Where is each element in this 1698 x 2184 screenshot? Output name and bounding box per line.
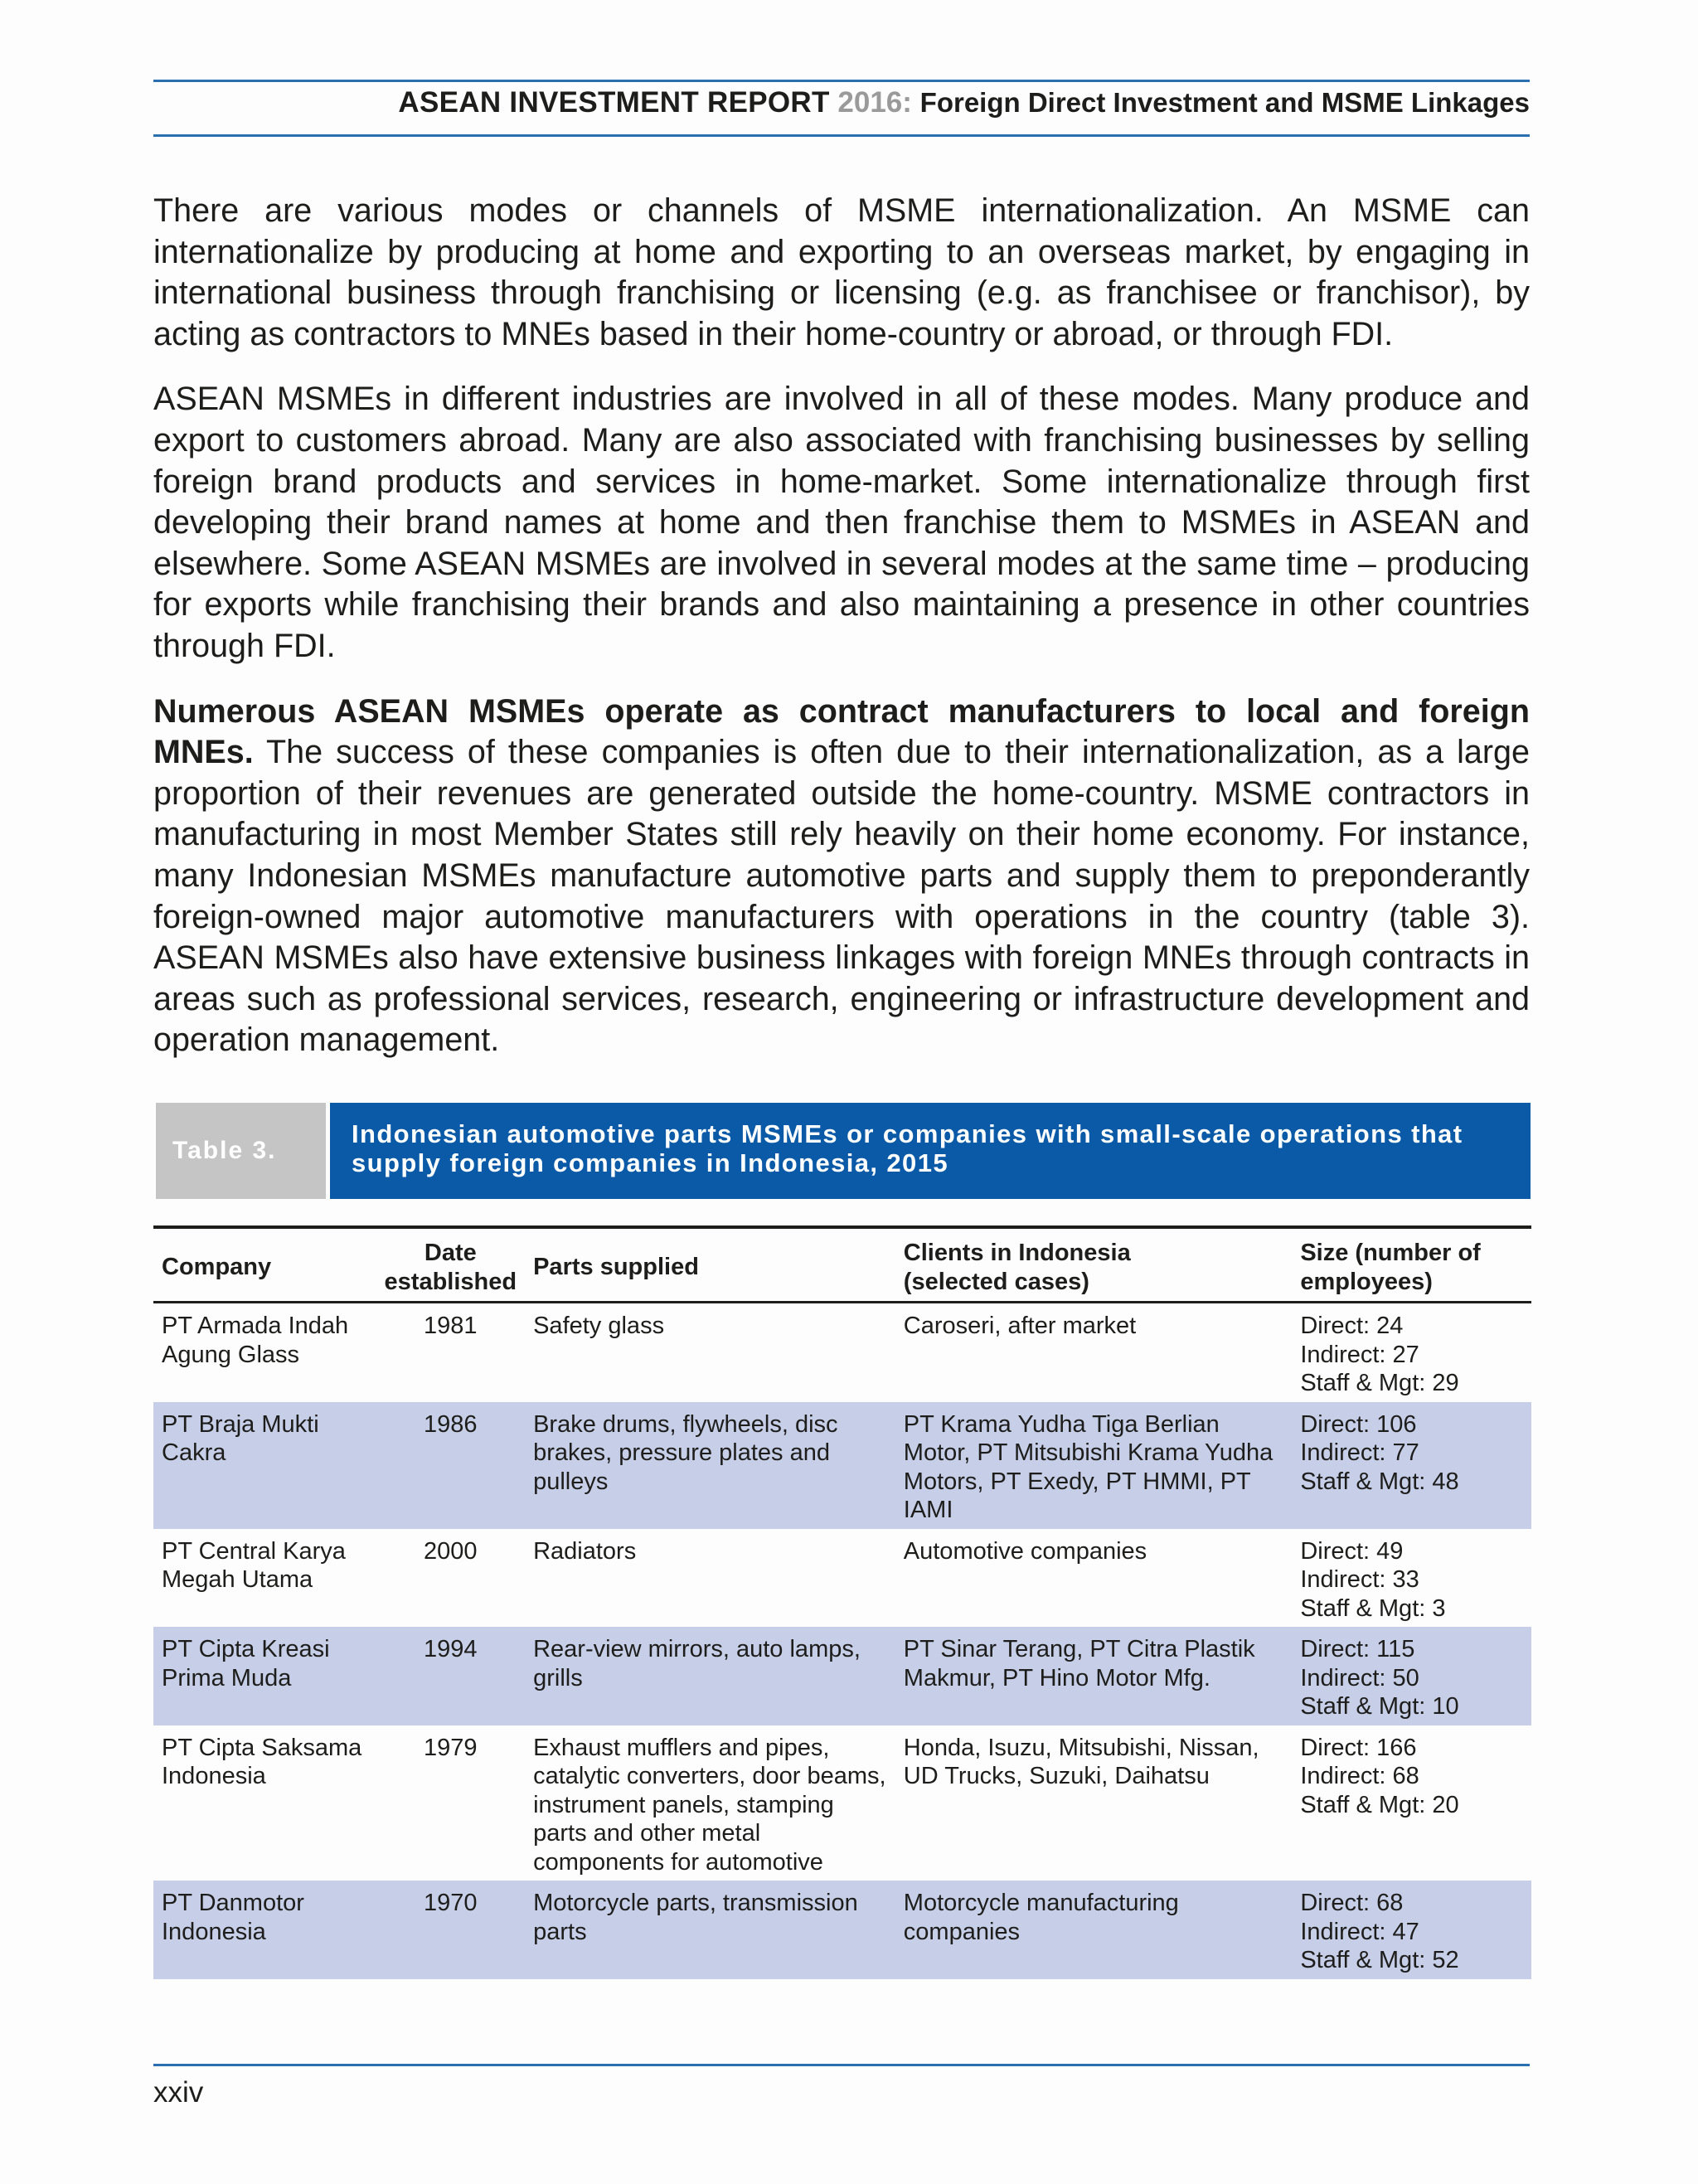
cell-size: Direct: 68 Indirect: 47 Staff & Mgt: 52 (1292, 1881, 1531, 1979)
cell-company: PT Cipta Saksama Indonesia (162, 1734, 362, 1789)
cell-clients: Automotive companies (903, 1537, 1147, 1565)
cell-company: PT Cipta Kreasi Prima Muda (153, 1627, 376, 1725)
paragraph-3-lead: Numerous ASEAN MSMEs operate as contract manufacturers to local and foreign MNEs. (153, 692, 1530, 771)
cell-date: 2000 (424, 1537, 478, 1565)
cell-company: PT Braja Mukti Cakra (153, 1402, 376, 1529)
cell-size: Direct: 115 Indirect: 50 Staff & Mgt: 10 (1292, 1627, 1531, 1725)
report-year: 2016: (837, 86, 912, 119)
cell-date: 1986 (376, 1402, 526, 1529)
cell-parts: Radiators (533, 1537, 637, 1565)
table-title: Indonesian automotive parts MSMEs or companies with small-scale operations that supply foreign companies in Indonesia, 2015 (330, 1103, 1531, 1199)
report-name: ASEAN INVESTMENT REPORT (398, 86, 830, 119)
cell-clients: Caroseri, after market (903, 1313, 1137, 1339)
table-label: Table 3. (156, 1103, 326, 1199)
table-header-row (153, 1227, 1531, 1303)
cell-date: 1981 (424, 1313, 478, 1339)
cell-size: Direct: 24 Indirect: 27 Staff & Mgt: 29 (1300, 1313, 1459, 1396)
cell-company: PT Armada Indah Agung Glass (162, 1313, 349, 1368)
page-number: xxiv (153, 2076, 204, 2109)
cell-date: 1979 (424, 1734, 478, 1761)
paragraph-1: There are various modes or channels of MSME internationalization. An MSME can internationalize by producing at home and exporting to an overseas market, by engaging in international business through franchising or licensing (e.g. as franchisee or franchisor), by acting as contractors to MNEs based in their home-country or abroad, or through FDI. (153, 192, 1530, 352)
table-row (153, 1881, 1531, 1979)
header-date: Date established (376, 1227, 526, 1303)
cell-clients: Motorcycle manufacturing companies (895, 1881, 1293, 1979)
table-row (153, 1303, 1531, 1402)
header-bottom-rule (153, 134, 1530, 137)
header-parts: Parts supplied (525, 1227, 895, 1303)
cell-company: PT Central Karya Megah Utama (162, 1537, 346, 1593)
header-top-rule (153, 80, 1530, 82)
report-subtitle: Foreign Direct Investment and MSME Linkages (919, 87, 1530, 118)
running-header (153, 86, 1530, 129)
cell-parts: Motorcycle parts, transmission parts (525, 1881, 895, 1979)
cell-parts: Safety glass (533, 1313, 665, 1339)
header-clients: Clients in Indonesia (selected cases) (895, 1227, 1293, 1303)
body-text (153, 191, 1530, 1085)
cell-parts: Rear-view mirrors, auto lamps, grills (525, 1627, 895, 1725)
header-size: Size (number of employees) (1292, 1227, 1531, 1303)
paragraph-3-body: The success of these companies is often due to their internationalization, as a large proportion of their revenues are generated outside the home-country. MSME contractors in manufacturing in most Member States still rely heavily on their home economy. For instance, many Indonesian MSMEs manufacture automotive parts and supply them to preponderantly foreign-owned major automotive manufacturers with operations in the country (table 3). ASEAN MSMEs also have extensive business linkages with foreign MNEs through contracts in areas such as professional services, research, engineering or infrastructure development and operation management. (153, 734, 1530, 1059)
table-caption (156, 1103, 1531, 1199)
cell-size: Direct: 49 Indirect: 33 Staff & Mgt: 3 (1300, 1537, 1446, 1622)
cell-size: Direct: 166 Indirect: 68 Staff & Mgt: 20 (1300, 1734, 1459, 1818)
suppliers-table (153, 1225, 1531, 1979)
cell-company: PT Danmotor Indonesia (153, 1881, 376, 1979)
paragraph-3 (153, 692, 1530, 1061)
cell-date: 1994 (376, 1627, 526, 1725)
cell-clients: Honda, Isuzu, Mitsubishi, Nissan, UD Trucks, Suzuki, Daihatsu (903, 1734, 1259, 1789)
cell-date: 1970 (376, 1881, 526, 1979)
footer-rule (153, 2064, 1530, 2066)
cell-clients: PT Krama Yudha Tiga Berlian Motor, PT Mitsubishi Krama Yudha Motors, PT Exedy, PT HMMI, PT IAMI (895, 1402, 1293, 1529)
table-row (153, 1725, 1531, 1881)
cell-parts: Exhaust mufflers and pipes, catalytic converters, door beams, instrument panels, stamping parts and other metal components for automotive (533, 1734, 886, 1876)
table-row (153, 1627, 1531, 1725)
table-row (153, 1402, 1531, 1529)
paragraph-2: ASEAN MSMEs in different industries are involved in all of these modes. Many produce and export to customers abroad. Many are also associated with franchising businesses by selling foreign brand products and services in home-market. Some internationalize through first developing their brand names at home and then franchise them to MSMEs in ASEAN and elsewhere. Some ASEAN MSMEs are involved in several modes at the same time – producing for exports while franchising their brands and also maintaining a presence in other countries through FDI. (153, 381, 1530, 664)
header-company: Company (153, 1227, 376, 1303)
cell-parts: Brake drums, flywheels, disc brakes, pressure plates and pulleys (525, 1402, 895, 1529)
table-row (153, 1529, 1531, 1628)
cell-size: Direct: 106 Indirect: 77 Staff & Mgt: 48 (1292, 1402, 1531, 1529)
cell-clients: PT Sinar Terang, PT Citra Plastik Makmur, PT Hino Motor Mfg. (895, 1627, 1293, 1725)
